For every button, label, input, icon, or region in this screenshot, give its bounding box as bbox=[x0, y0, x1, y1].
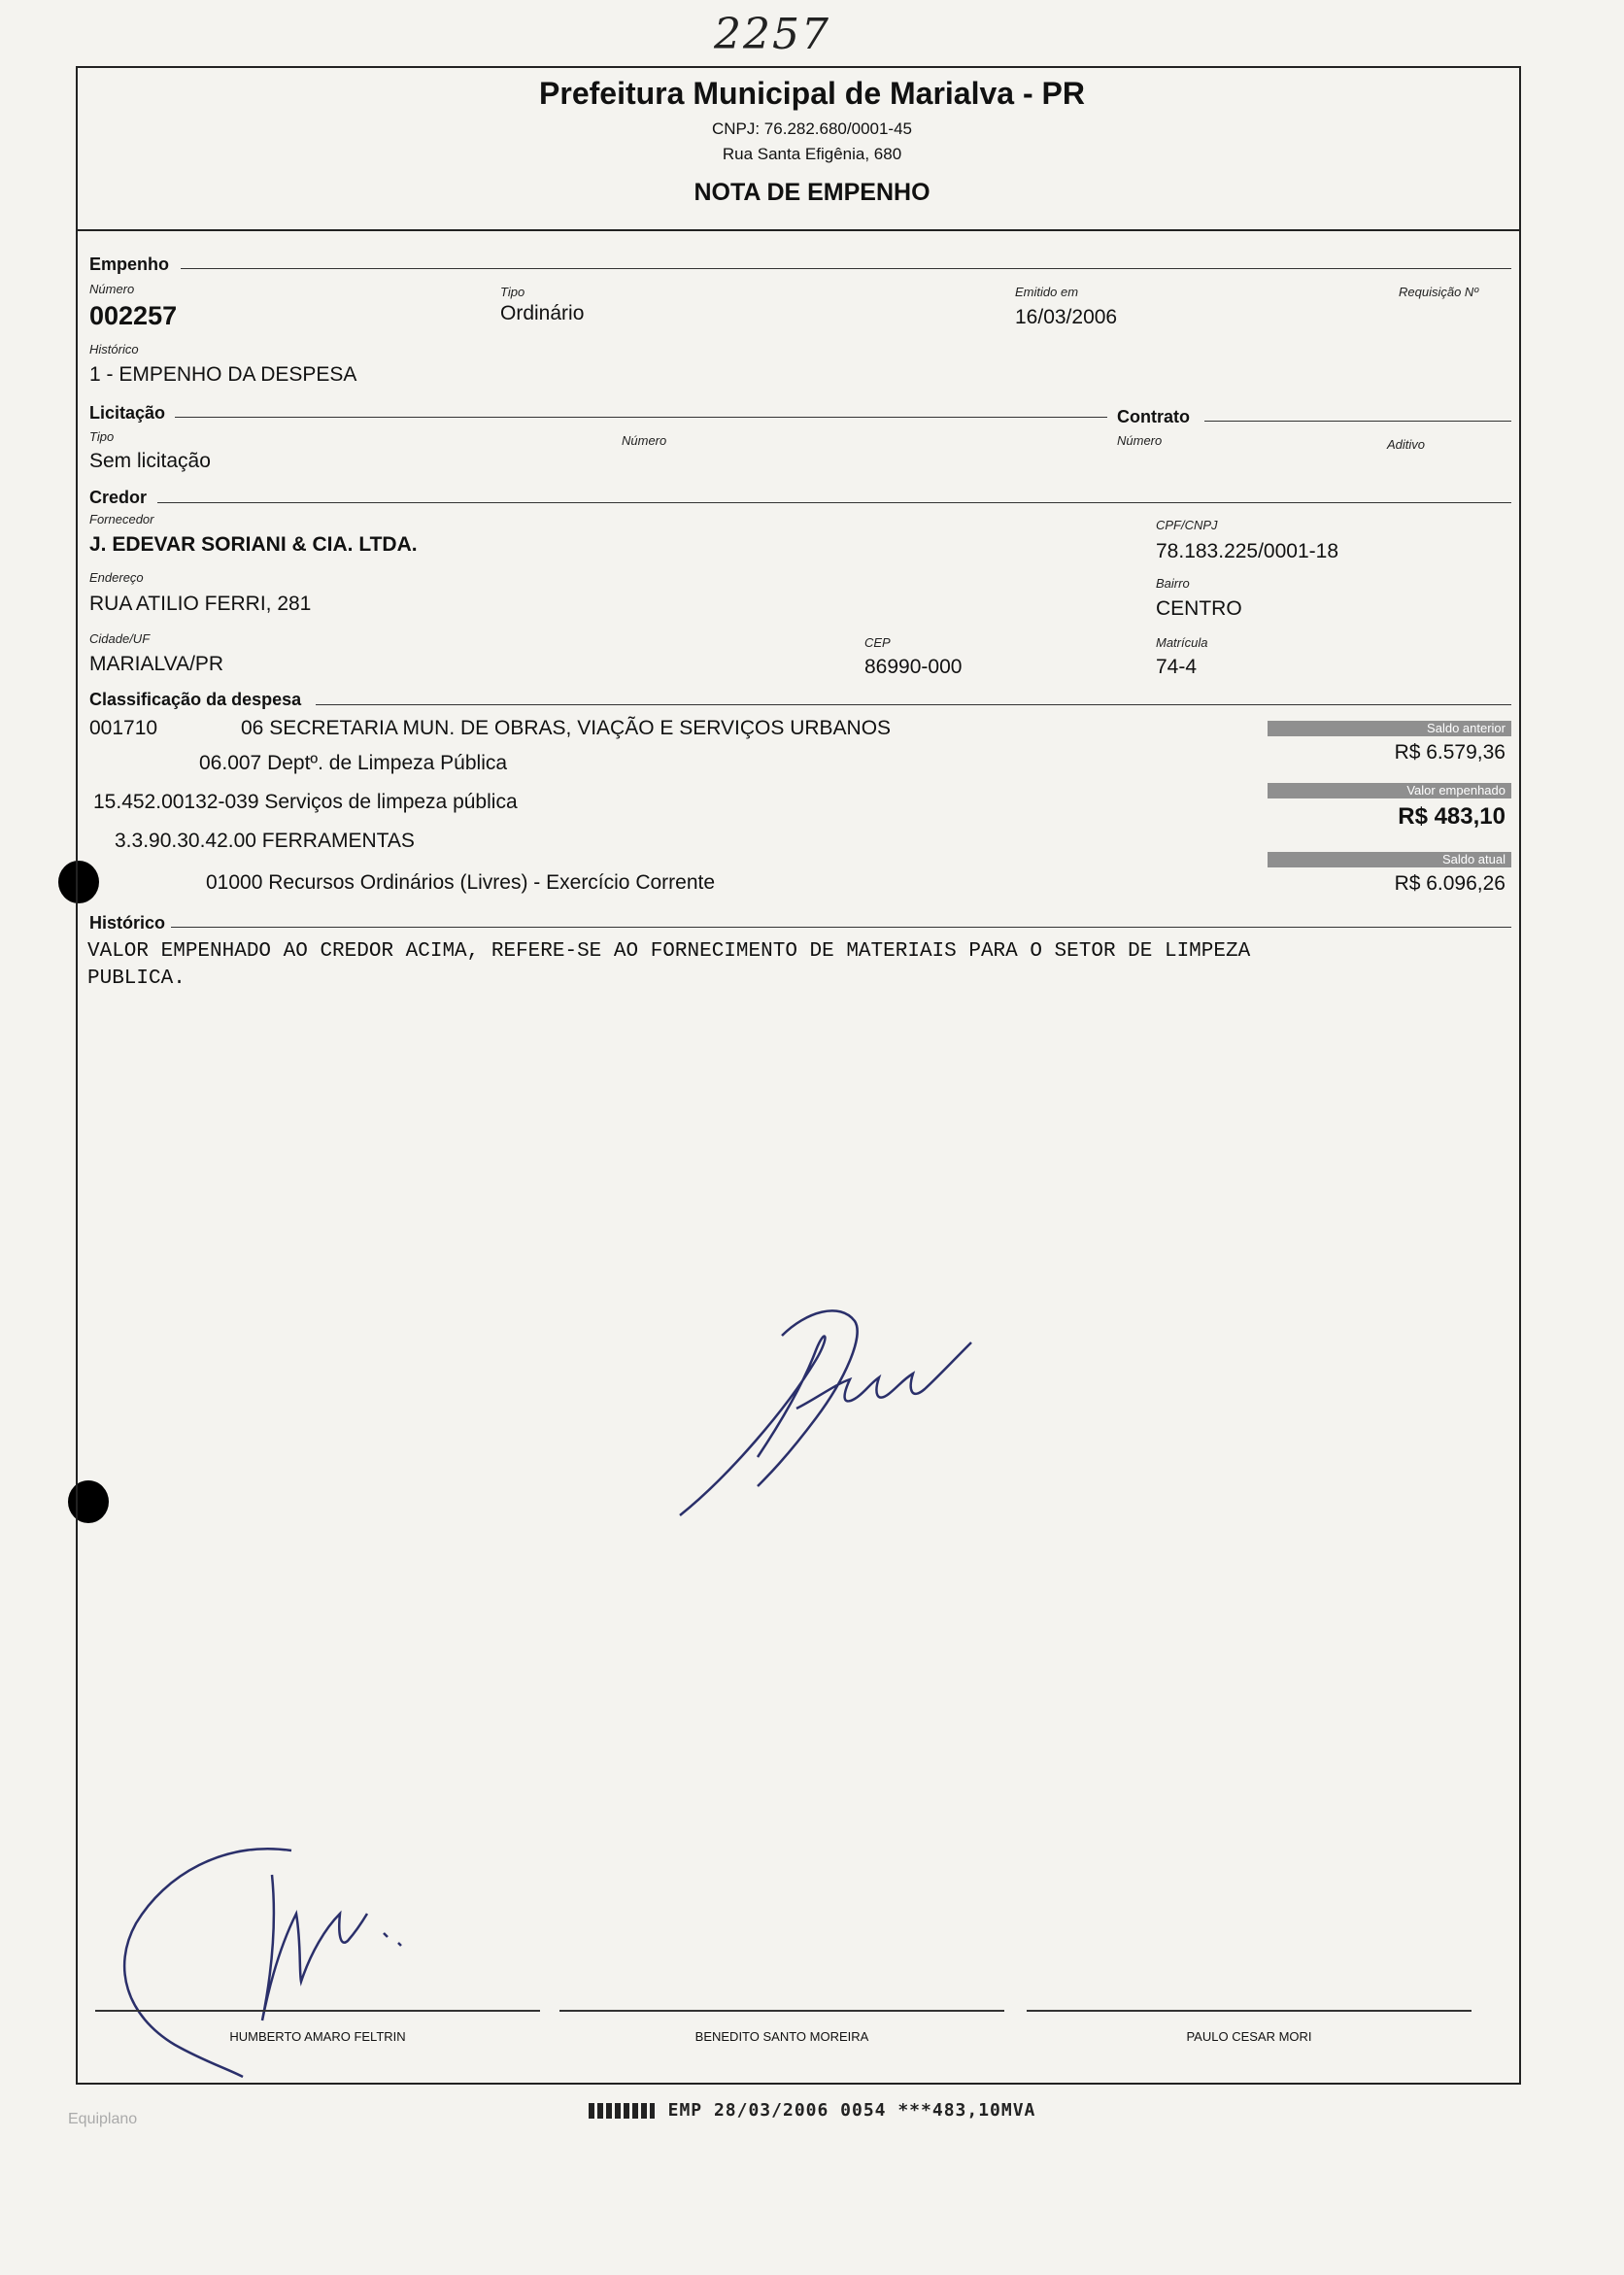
cnpj-line: CNPJ: 76.282.680/0001-45 bbox=[711, 119, 913, 138]
stamp-text: EMP 28/03/2006 0054 ***483,10MVA bbox=[667, 2100, 1036, 2121]
licitacao-tipo: Sem licitação bbox=[89, 450, 211, 472]
empenho-rule bbox=[181, 268, 1511, 269]
empenho-numero-label: Número bbox=[89, 282, 135, 296]
saldo-atual-label: Saldo atual bbox=[1268, 852, 1511, 867]
cidade-label: Cidade/UF bbox=[89, 631, 151, 646]
header-divider bbox=[76, 229, 1521, 231]
empenho-numero: 002257 bbox=[89, 301, 178, 330]
bairro-value: CENTRO bbox=[1156, 597, 1242, 620]
signature-line-1 bbox=[95, 2010, 540, 2012]
handwritten-signature-center bbox=[670, 1292, 991, 1525]
unidade-line: 06.007 Deptº. de Limpeza Pública bbox=[199, 752, 508, 774]
cpf-cnpj-label: CPF/CNPJ bbox=[1156, 518, 1218, 532]
recurso-line: 01000 Recursos Ordinários (Livres) - Exercício Corrente bbox=[206, 871, 716, 894]
signatory-name-1: HUMBERTO AMARO FELTRIN bbox=[229, 2029, 406, 2044]
historico-label: Histórico bbox=[89, 342, 139, 357]
valor-empenhado-label: Valor empenhado bbox=[1268, 783, 1511, 798]
fornecedor-name: J. EDEVAR SORIANI & CIA. LTDA. bbox=[89, 533, 418, 556]
requisicao-label: Requisição Nº bbox=[1399, 285, 1479, 299]
credor-rule bbox=[157, 502, 1511, 503]
software-watermark: Equiplano bbox=[68, 2111, 138, 2127]
credor-section-title: Credor bbox=[89, 488, 148, 507]
address-line: Rua Santa Efigênia, 680 bbox=[722, 145, 902, 163]
contrato-rule bbox=[1204, 421, 1511, 422]
funcional-line: 15.452.00132-039 Serviços de limpeza pública bbox=[93, 791, 518, 813]
cpf-cnpj-value: 78.183.225/0001-18 bbox=[1156, 540, 1339, 562]
historico-rule bbox=[171, 927, 1511, 928]
contrato-aditivo-label: Aditivo bbox=[1387, 437, 1426, 452]
historico-text: VALOR EMPENHADO AO CREDOR ACIMA, REFERE-SE AO FORNECIMENTO DE MATERIAIS PARA O SETOR DE LIMPEZA PUBLICA. bbox=[87, 940, 1251, 990]
matricula-value: 74-4 bbox=[1156, 656, 1198, 678]
emitido-label: Emitido em bbox=[1015, 285, 1079, 299]
fornecedor-label: Fornecedor bbox=[89, 512, 154, 526]
signature-line-2 bbox=[559, 2010, 1004, 2012]
cep-label: CEP bbox=[864, 635, 891, 650]
municipality-title: Prefeitura Municipal de Marialva - PR bbox=[539, 76, 1085, 111]
signature-line-3 bbox=[1027, 2010, 1472, 2012]
saldo-atual-value: R$ 6.096,26 bbox=[1394, 872, 1506, 895]
orgao-code: 001710 bbox=[89, 717, 158, 739]
cep-value: 86990-000 bbox=[864, 656, 963, 678]
historico-section-title: Histórico bbox=[89, 913, 166, 933]
endereco-label: Endereço bbox=[89, 570, 144, 585]
saldo-anterior-value: R$ 6.579,36 bbox=[1394, 741, 1506, 764]
empenho-historico: 1 - EMPENHO DA DESPESA bbox=[89, 363, 357, 386]
licitacao-tipo-label: Tipo bbox=[89, 429, 115, 444]
handwritten-number: 2257 bbox=[714, 10, 830, 59]
contrato-numero-label: Número bbox=[1117, 433, 1163, 448]
licitacao-section-title: Licitação bbox=[89, 403, 166, 423]
bairro-label: Bairro bbox=[1156, 576, 1190, 591]
licitacao-rule bbox=[175, 417, 1107, 418]
contrato-section-title: Contrato bbox=[1117, 407, 1190, 426]
empenho-section-title: Empenho bbox=[89, 255, 170, 274]
matricula-label: Matrícula bbox=[1156, 635, 1208, 650]
empenho-tipo-label: Tipo bbox=[500, 285, 525, 299]
licitacao-numero-label: Número bbox=[622, 433, 667, 448]
document-title: NOTA DE EMPENHO bbox=[694, 179, 930, 206]
signatory-name-2: BENEDITO SANTO MOREIRA bbox=[694, 2029, 869, 2044]
classificacao-rule bbox=[316, 704, 1511, 705]
endereco-value: RUA ATILIO FERRI, 281 bbox=[89, 593, 312, 615]
elemento-line: 3.3.90.30.42.00 FERRAMENTAS bbox=[115, 830, 415, 852]
classificacao-section-title: Classificação da despesa bbox=[89, 690, 302, 709]
handwritten-signature-left bbox=[107, 1836, 476, 2088]
signatory-name-3: PAULO CESAR MORI bbox=[1186, 2029, 1312, 2044]
orgao-name: 06 SECRETARIA MUN. DE OBRAS, VIAÇÃO E SERVIÇOS URBANOS bbox=[241, 717, 892, 739]
stamp-logo-icon bbox=[589, 2103, 655, 2119]
protocol-stamp bbox=[0, 2100, 1624, 2121]
emitido-date: 16/03/2006 bbox=[1015, 306, 1118, 328]
valor-empenhado-value: R$ 483,10 bbox=[1398, 803, 1506, 830]
saldo-anterior-label: Saldo anterior bbox=[1268, 721, 1511, 736]
empenho-tipo: Ordinário bbox=[500, 302, 585, 324]
cidade-value: MARIALVA/PR bbox=[89, 653, 224, 675]
